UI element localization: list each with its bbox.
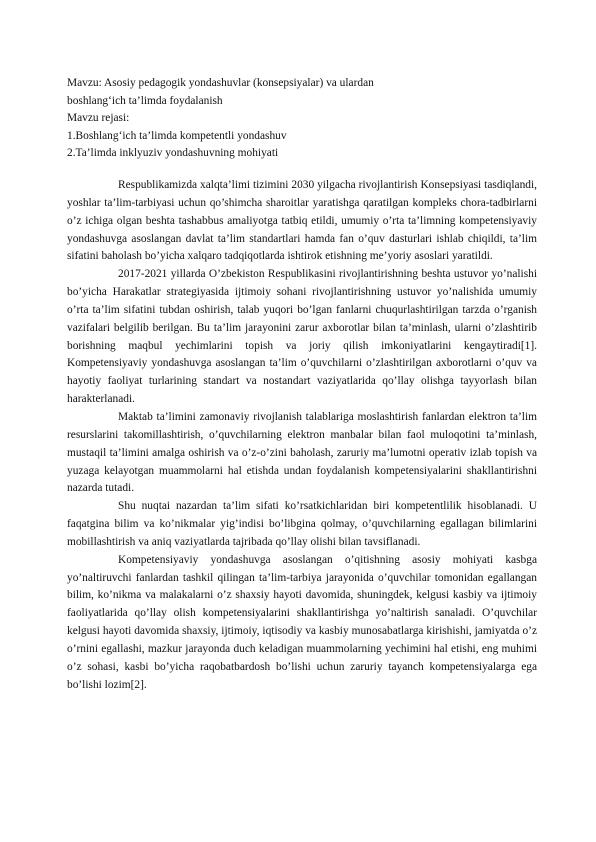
plan-item-2: 2.Ta’limda inklyuziv yondashuvning mohiyati bbox=[67, 147, 279, 159]
paragraph-strategy: 2017-2021 yillarda O’zbekiston Respublikasini rivojlantirishning beshta ustuvor yo’nalishi bo’yicha Harakatlar strategiyasida ijtimoiy sohani rivojlantirishning ustuvor yo’nalishida umumiy o’rta ta’lim sifatini tubdan oshirish, talab yuqori bo’lgan fanlarni chuqurlashtirilgan tarzda o’rganish vazifalari belgilib berilgan. Bu ta’lim jarayonini zarur axborotlar bilan ta’minlash, ularni o’zlashtirib borishning maqbul yechimlarini topish va joriy qilish imkoniyatlarini kengaytiradi[1]. Kompetensiyaviy yondashuvga asoslangan ta’lim o’quvchilarni o’zlashtirilgan axborotlarni o’quv va hayotiy faoliyat turlarining standart va nostandart vaziyatlarida qo’llay olishga tayyorlash bilan harakterlanadi. bbox=[67, 268, 537, 406]
paragraph-concept: Respublikamizda xalqta’limi tizimini 2030 yilgacha rivojlantirish Konsepsiyasi tasdiqlandi, yoshlar ta’lim-tarbiyasi uchun qo’shimcha sharoitlar yaratishga qaratilgan kompleks chora-tadbirlarni o’z ichiga olgan beshta tashabbus amaliyotga tatbiq etildi, umumiy o’rta ta’limning kompetensiyaviy yondashuvga asoslangan davlat ta’lim standartlari hamda fan o’quv dasturlari ishlab chiqildi, ta’lim sifatini baholash bo’yicha xalqaro tadqiqotlarda ishtirok etishning me’yoriy asoslari yaratildi. bbox=[67, 179, 537, 263]
topic-title-line-1: Mavzu: Asosiy pedagogik yondashuvlar (konsepsiyalar) va ulardan bbox=[67, 77, 374, 89]
paragraph-school-education: Maktab ta’limini zamonaviy rivojlanish talablariga moslashtirish fanlardan elektron ta’lim resurslarini takomillashtirish, o’quvchilarning elektron manbalar bilan faol muloqotini ta’minlash, mustaqil ta’limini amalga oshirish va o’z-o’zini baholash, zaruriy ma’lumotni operativ izlab topish va yuzaga kelayotgan muammolarni hal etishda undan foydalanish kompetensiyalarini shakllantirishni nazarda tutadi. bbox=[67, 410, 537, 495]
plan-item-1: 1.Boshlang‘ich ta’limda kompetentli yondashuv bbox=[67, 129, 287, 142]
body-text bbox=[67, 177, 537, 694]
topic-title-line-2: boshlang‘ich ta’limda foydalanish bbox=[67, 94, 223, 107]
plan-heading: Mavzu rejasi: bbox=[67, 112, 130, 124]
paragraph-competence: Shu nuqtai nazardan ta’lim sifati ko’rsatkichlaridan biri kompetentlilik hisoblanadi. U faqatgina bilim va ko’nikmalar yig’indisi bo’libgina qolmay, o’quvchilarning egallagan bilimlarini mobillashtirish va aniq vaziyatlarda tajribada qo’llay olishi bilan tavsiflanadi. bbox=[67, 500, 537, 548]
lecture-header bbox=[67, 75, 537, 163]
paragraph-competence-approach: Kompetensiyaviy yondashuvga asoslangan o’qitishning asosiy mohiyati kasbga yo’naltiruvchi fanlardan tashkil qilingan ta’lim-tarbiya jarayonida o’quvchilar tomonidan egallangan bilim, ko’nikma va malakalarni o’z shaxsiy hayoti davomida, shuningdek, kelgusi kasbiy va ijtimoiy faoliyatlarida qo’llay olish kompetensiyalarini shakllantirishga yo’naltirish sanaladi. O’quvchilar kelgusi hayoti davomida shaxsiy, ijtimoiy, iqtisodiy va kasbiy munosabatlarga kirishishi, jamiyatda o’z o’rnini egallashi, mazkur jarayonda duch keladigan muammolarning yechimini hal etishi, eng muhimi o’z sohasi, kasbi bo’yicha raqobatbardosh bo’lishi uchun zaruriy tayanch kompetensiyalarga ega bo’lishi lozim[2]. bbox=[67, 553, 537, 691]
